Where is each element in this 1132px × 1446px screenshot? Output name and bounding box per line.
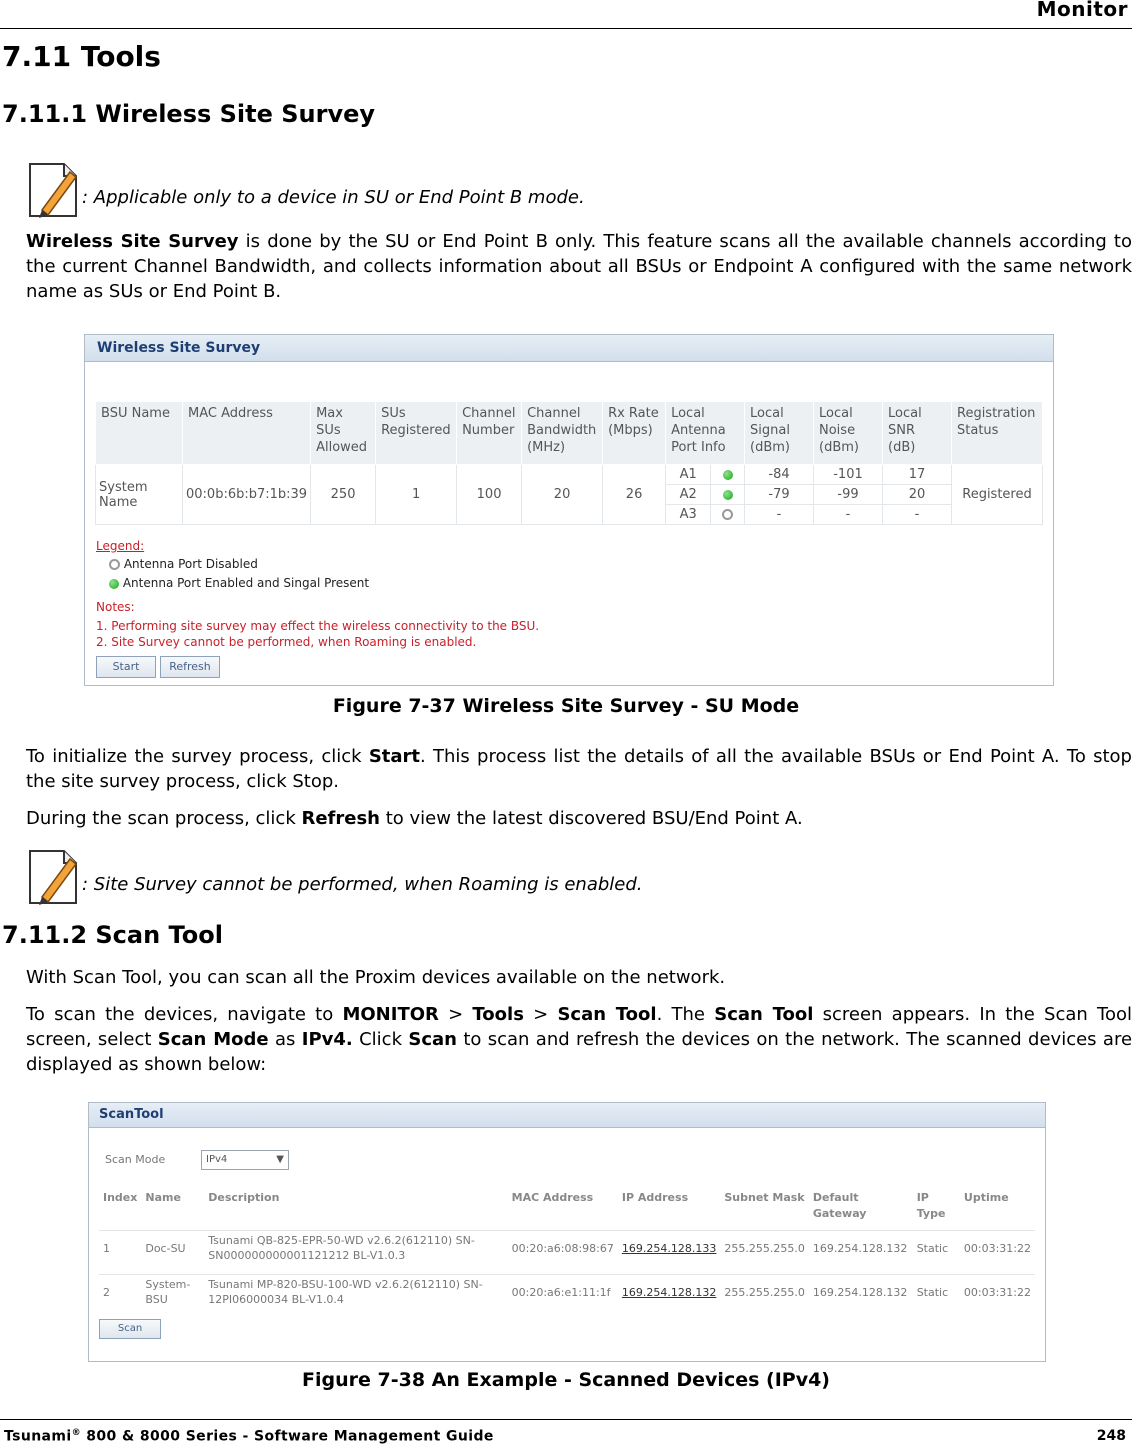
cell-index: 2 xyxy=(99,1275,141,1317)
paragraph-text: . The xyxy=(656,1004,715,1025)
note-roaming xyxy=(26,847,643,905)
table-header-row xyxy=(96,402,1043,465)
cell-channel: 100 xyxy=(457,465,522,525)
table-row xyxy=(99,1231,1035,1275)
term-scan-tool: Scan Tool xyxy=(557,1004,657,1025)
col-index: Index xyxy=(103,1191,138,1204)
scan-results-table xyxy=(99,1190,1035,1317)
figure-37-caption: Figure 7-37 Wireless Site Survey - SU Mode xyxy=(332,695,800,717)
col-uptime: Uptime xyxy=(963,1191,1009,1204)
col-default-gateway: Default Gateway xyxy=(812,1191,867,1220)
cell-uptime: 00:03:31:22 xyxy=(960,1231,1035,1275)
cell-gateway: 169.254.128.132 xyxy=(809,1231,913,1275)
term-ipv4: IPv4. xyxy=(301,1029,353,1050)
scan-tool-screenshot xyxy=(88,1102,1046,1362)
note-pencil-icon xyxy=(26,847,80,905)
footer-doc-title xyxy=(4,1428,494,1445)
cell-sus-registered: 1 xyxy=(376,465,457,525)
paragraph-text: To initialize the survey process, click xyxy=(26,746,369,767)
legend-title: Legend: xyxy=(96,539,145,553)
cell-bandwidth: 20 xyxy=(522,465,603,525)
cell-snr: - xyxy=(883,505,952,525)
antenna-disabled-icon xyxy=(722,509,733,520)
term-tools: Tools xyxy=(472,1004,524,1025)
header-rule xyxy=(0,28,1132,29)
site-survey-table xyxy=(95,401,1043,525)
cell-antenna-port: A2 xyxy=(666,485,711,505)
col-antenna-port: Local Antenna Port Info xyxy=(666,402,745,465)
term-scan-tool: Scan Tool xyxy=(714,1004,814,1025)
panel-title: ScanTool xyxy=(89,1103,1045,1128)
legend-disabled xyxy=(109,557,258,571)
cell-antenna-state xyxy=(711,485,745,505)
cell-subnet-mask: 255.255.255.0 xyxy=(720,1275,808,1317)
paragraph-text: > xyxy=(438,1004,473,1025)
note-line-2: 2. Site Survey cannot be performed, when Roaming is enabled. xyxy=(96,635,477,649)
page-number: 248 xyxy=(1096,1428,1126,1444)
footer-title-text: 800 & 8000 Series - Software Management Guide xyxy=(81,1428,494,1445)
col-max-sus: Max SUs Allowed xyxy=(311,402,376,465)
cell-ip-type: Static xyxy=(913,1231,960,1275)
cell-registration-status: Registered xyxy=(952,465,1043,525)
legend-label: Antenna Port Enabled and Singal Present xyxy=(122,576,370,590)
table-row xyxy=(99,1275,1035,1317)
cell-signal: -79 xyxy=(745,485,814,505)
term-start: Start xyxy=(368,746,421,767)
ip-address-link[interactable]: 169.254.128.132 xyxy=(621,1286,717,1299)
start-button[interactable]: Start xyxy=(96,656,156,678)
cell-description: Tsunami MP-820-BSU-100-WD v2.6.2(612110) SN-12PI06000034 BL-V1.0.4 xyxy=(204,1275,507,1317)
table-header-row xyxy=(99,1190,1035,1231)
paragraph-text: . This process list the details of all the available BSUs or End Point A. To stop the site survey process, click Stop. xyxy=(26,746,1132,792)
wireless-site-survey-screenshot xyxy=(84,334,1054,686)
scan-mode-label: Scan Mode xyxy=(105,1153,166,1166)
term-wireless-site-survey: Wireless Site Survey xyxy=(26,231,239,252)
paragraph-text: During the scan process, click xyxy=(26,808,302,829)
section-title: 7.11 Tools xyxy=(2,40,161,73)
col-local-noise: Local Noise (dBm) xyxy=(814,402,883,465)
col-registration-status: Registration Status xyxy=(952,402,1043,465)
term-refresh: Refresh xyxy=(301,808,380,829)
col-ip-type: IP Type xyxy=(916,1191,946,1220)
scan-button[interactable]: Scan xyxy=(99,1319,161,1339)
cell-bsu-name: System Name xyxy=(96,465,183,525)
figure-38-caption: Figure 7-38 An Example - Scanned Devices (IPv4) xyxy=(302,1369,830,1391)
cell-max-sus: 250 xyxy=(311,465,376,525)
paragraph-scan-intro: With Scan Tool, you can scan all the Proxim devices available on the network. xyxy=(26,967,726,988)
paragraph-intro xyxy=(26,229,1132,304)
paragraph-text: to view the latest discovered BSU/End Point A. xyxy=(380,808,803,829)
cell-name: Doc-SU xyxy=(141,1231,204,1275)
refresh-button[interactable]: Refresh xyxy=(160,656,220,678)
paragraph-text: screen appears. In the Scan Tool screen, select xyxy=(26,1004,1132,1050)
cell-index: 1 xyxy=(99,1231,141,1275)
cell-antenna-port: A3 xyxy=(666,505,711,525)
paragraph-text: > xyxy=(523,1004,558,1025)
chevron-down-icon: ▼ xyxy=(276,1154,284,1165)
cell-uptime: 00:03:31:22 xyxy=(960,1275,1035,1317)
col-name: Name xyxy=(145,1191,181,1204)
footer-rule xyxy=(0,1419,1132,1420)
cell-antenna-port: A1 xyxy=(666,465,711,485)
cell-antenna-state xyxy=(711,505,745,525)
subsection-title-site-survey: 7.11.1 Wireless Site Survey xyxy=(2,100,376,128)
cell-snr: 17 xyxy=(883,465,952,485)
antenna-enabled-icon xyxy=(723,490,733,500)
ip-address-link[interactable]: 169.254.128.133 xyxy=(621,1242,717,1255)
cell-noise: -101 xyxy=(814,465,883,485)
col-description: Description xyxy=(208,1191,280,1204)
cell-antenna-state xyxy=(711,465,745,485)
cell-noise: -99 xyxy=(814,485,883,505)
antenna-disabled-icon xyxy=(109,559,120,570)
col-bsu-name: BSU Name xyxy=(96,402,183,465)
scan-mode-value: IPv4 xyxy=(206,1154,228,1165)
paragraph-start xyxy=(26,744,1132,794)
term-scan-mode: Scan Mode xyxy=(157,1029,269,1050)
term-scan: Scan xyxy=(408,1029,457,1050)
cell-signal: - xyxy=(745,505,814,525)
paragraph-text: is done by the SU or End Point B only. This feature scans all the available channels according to the current Channel Bandwidth, and collects information about all BSUs or Endpoint A configured with the same network name as SUs or End Point B. xyxy=(26,231,1132,302)
col-rx-rate: Rx Rate (Mbps) xyxy=(603,402,666,465)
col-mac-address: MAC Address xyxy=(511,1191,594,1204)
cell-noise: - xyxy=(814,505,883,525)
col-local-snr: Local SNR (dB) xyxy=(883,402,952,465)
cell-ip-type: Static xyxy=(913,1275,960,1317)
note-text: : Site Survey cannot be performed, when Roaming is enabled. xyxy=(82,874,643,895)
note-applicable xyxy=(26,160,585,218)
cell-mac: 00:20:a6:e1:11:1f xyxy=(508,1275,618,1317)
paragraph-refresh xyxy=(26,806,1132,831)
term-monitor: MONITOR xyxy=(342,1004,439,1025)
cell-gateway: 169.254.128.132 xyxy=(809,1275,913,1317)
paragraph-text: as xyxy=(268,1029,302,1050)
col-channel-bandwidth: Channel Bandwidth (MHz) xyxy=(522,402,603,465)
subsection-title-scan-tool: 7.11.2 Scan Tool xyxy=(2,921,223,949)
col-local-signal: Local Signal (dBm) xyxy=(745,402,814,465)
col-sus-registered: SUs Registered xyxy=(376,402,457,465)
paragraph-text: Click xyxy=(352,1029,409,1050)
legend-label: Antenna Port Disabled xyxy=(123,557,258,571)
running-header-title: Monitor xyxy=(1036,0,1128,21)
notes-title: Notes: xyxy=(96,600,135,614)
col-subnet-mask: Subnet Mask xyxy=(724,1191,805,1204)
registered-mark: ® xyxy=(71,1428,81,1438)
col-mac-address: MAC Address xyxy=(183,402,311,465)
paragraph-text: to scan and refresh the devices on the network. The scanned devices are displayed as shown below: xyxy=(26,1029,1132,1075)
col-ip-address: IP Address xyxy=(621,1191,689,1204)
note-line-1: 1. Performing site survey may effect the wireless connectivity to the BSU. xyxy=(96,619,540,633)
paragraph-text: To scan the devices, navigate to xyxy=(26,1004,343,1025)
note-text: : Applicable only to a device in SU or End Point B mode. xyxy=(82,187,585,208)
cell-name: System-BSU xyxy=(141,1275,204,1317)
scan-mode-select[interactable] xyxy=(201,1150,289,1170)
paragraph-scan-steps xyxy=(26,1002,1132,1077)
cell-mac: 00:0b:6b:b7:1b:39 xyxy=(183,465,311,525)
cell-subnet-mask: 255.255.255.0 xyxy=(720,1231,808,1275)
note-pencil-icon xyxy=(26,160,80,218)
cell-signal: -84 xyxy=(745,465,814,485)
antenna-enabled-icon xyxy=(723,470,733,480)
antenna-enabled-icon xyxy=(109,579,119,589)
cell-mac: 00:20:a6:08:98:67 xyxy=(508,1231,618,1275)
panel-title: Wireless Site Survey xyxy=(85,335,1053,362)
col-channel-number: Channel Number xyxy=(457,402,522,465)
cell-snr: 20 xyxy=(883,485,952,505)
cell-description: Tsunami QB-825-EPR-50-WD v2.6.2(612110) SN-SN000000000001121212 BL-V1.0.3 xyxy=(204,1231,507,1275)
legend-enabled xyxy=(109,576,369,590)
table-row xyxy=(96,465,1043,485)
cell-rx-rate: 26 xyxy=(603,465,666,525)
footer-brand: Tsunami xyxy=(4,1428,72,1445)
